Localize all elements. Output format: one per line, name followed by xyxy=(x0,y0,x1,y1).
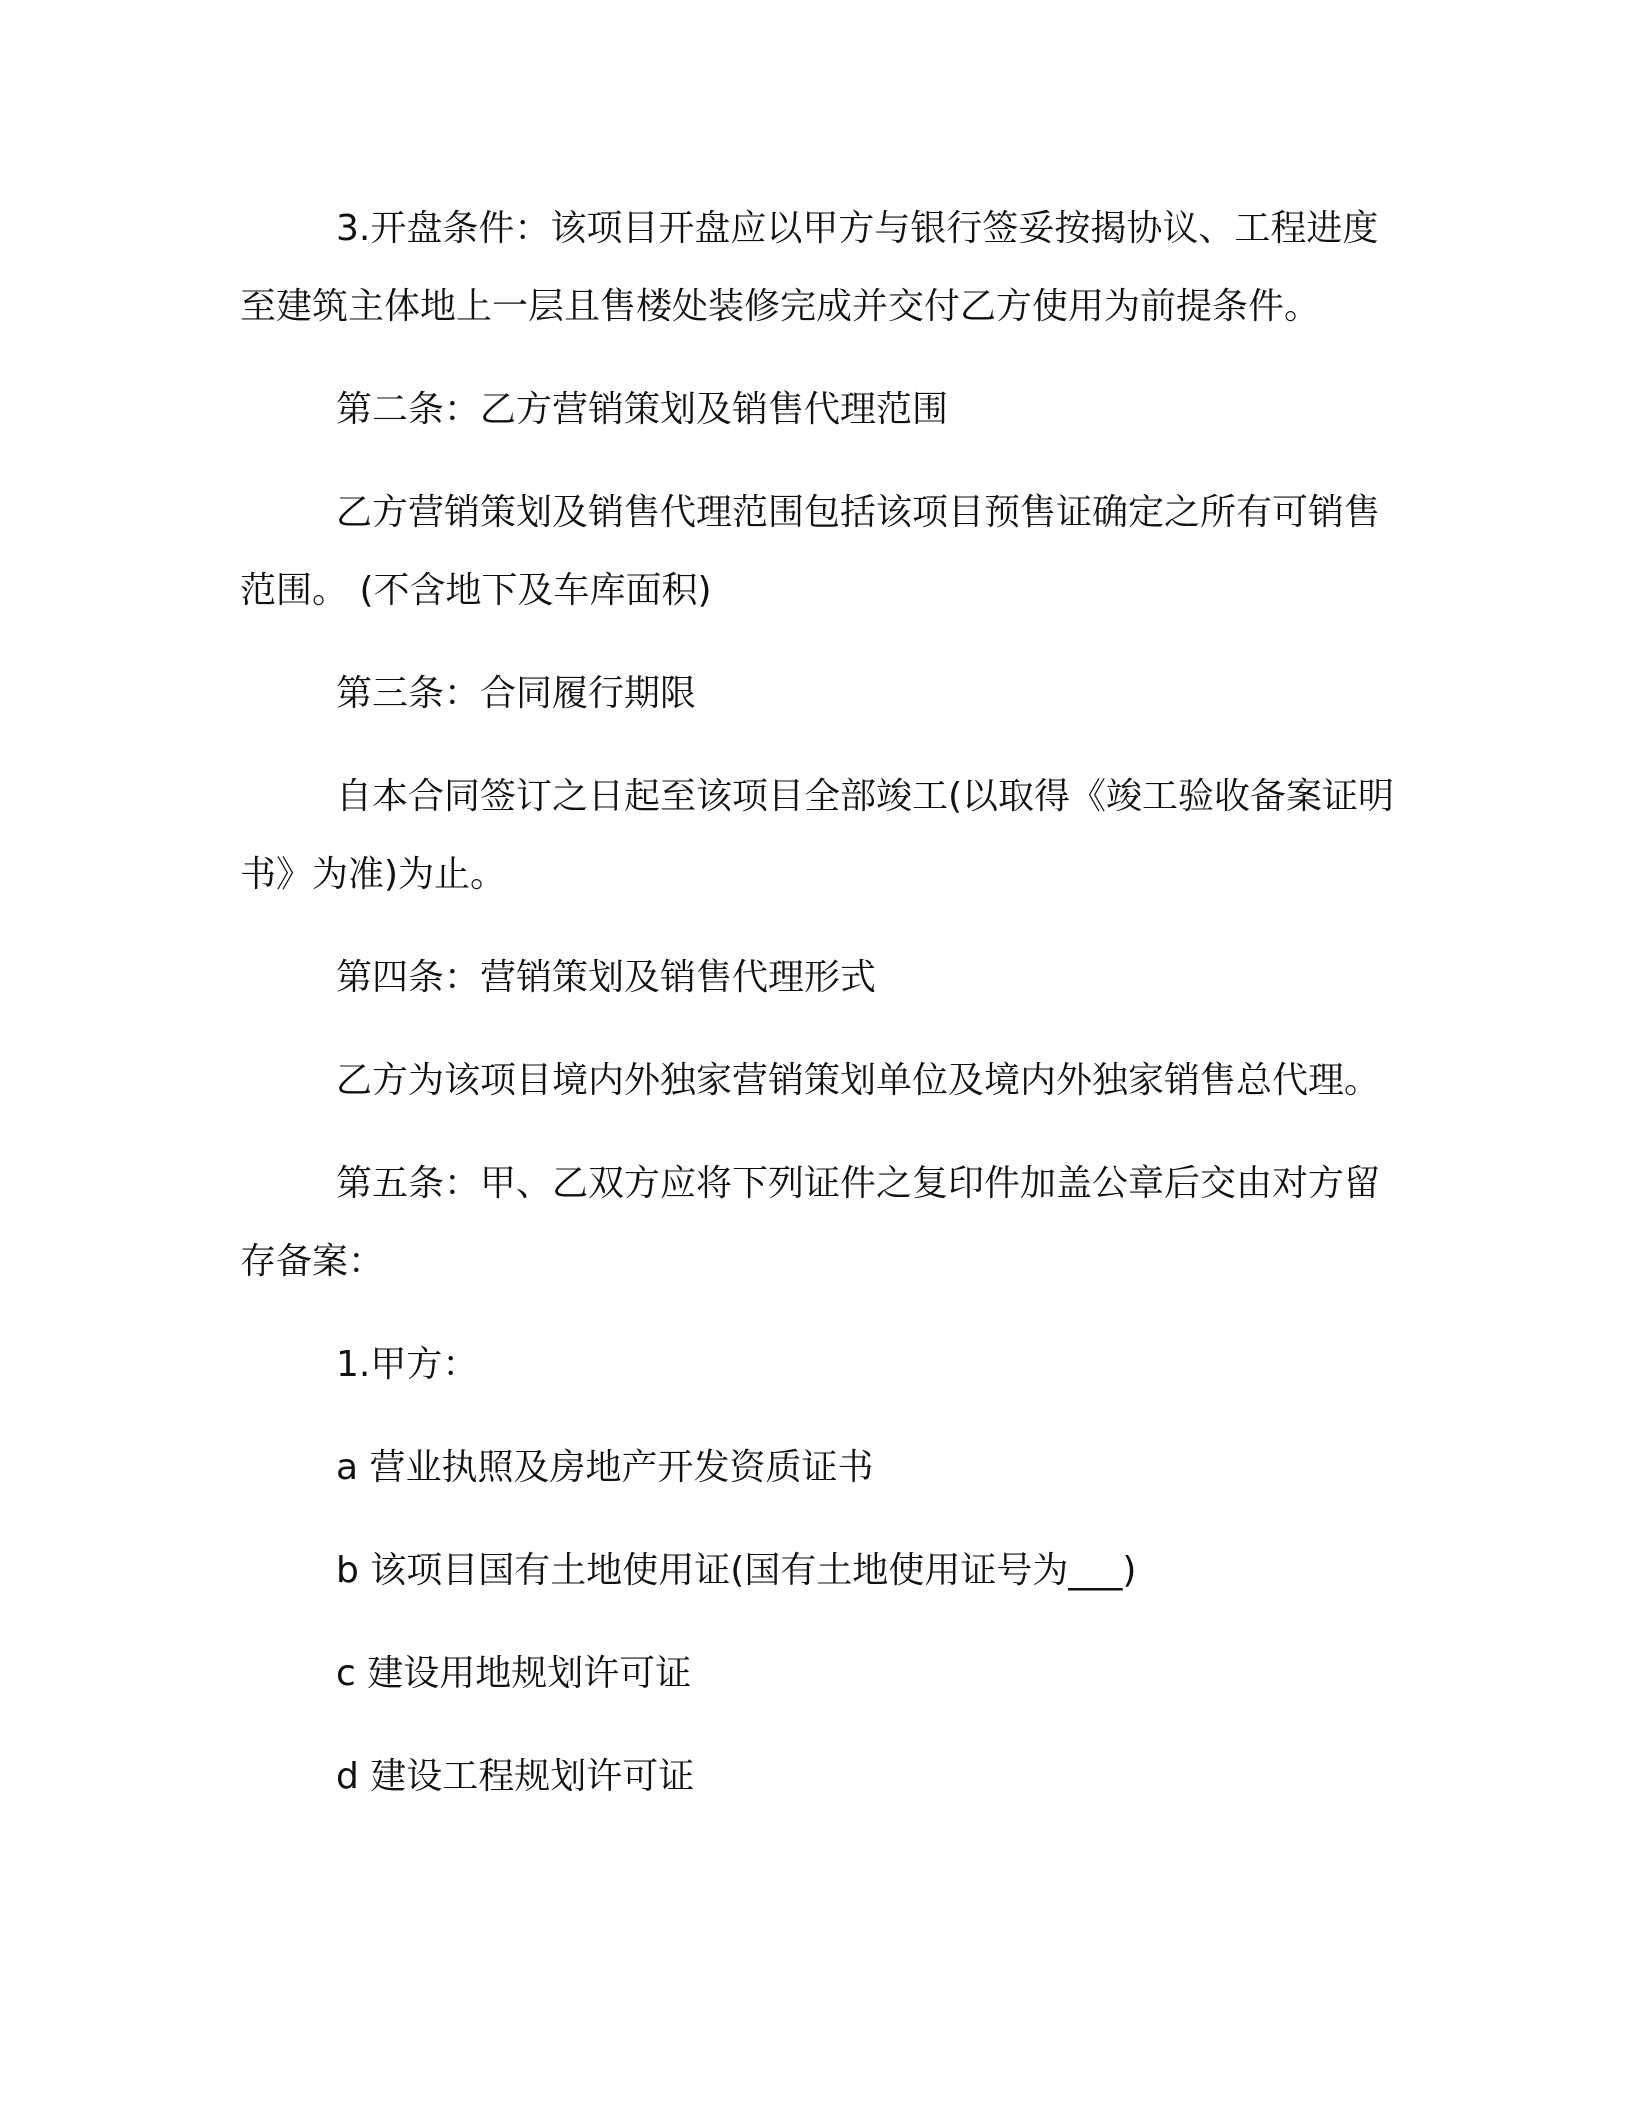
clause-opening-conditions: 3.开盘条件：该项目开盘应以甲方与银行签妥按揭协议、工程进度至建筑主体地上一层且售楼处装修完成并交付乙方使用为前提条件。 xyxy=(240,208,1379,327)
doc-item-b: b 该项目国有土地使用证(国有土地使用证号为___) xyxy=(336,1550,1137,1591)
document-body xyxy=(240,190,1412,1841)
doc-item-d: d 建设工程规划许可证 xyxy=(336,1756,695,1797)
article-4-text: 乙方为该项目境内外独家营销策划单位及境内外独家销售总代理。 xyxy=(336,1060,1381,1101)
party-a-label: 1.甲方： xyxy=(336,1344,479,1385)
article-3-text: 自本合同签订之日起至该项目全部竣工(以取得《竣工验收备案证明书》为准)为止。 xyxy=(240,776,1395,895)
doc-item-c: c 建设用地规划许可证 xyxy=(336,1653,692,1694)
article-5-heading: 第五条：甲、乙双方应将下列证件之复印件加盖公章后交由对方留存备案： xyxy=(240,1163,1381,1282)
article-4-heading: 第四条：营销策划及销售代理形式 xyxy=(336,957,877,998)
doc-item-a: a 营业执照及房地产开发资质证书 xyxy=(336,1447,874,1488)
article-2-text: 乙方营销策划及销售代理范围包括该项目预售证确定之所有可销售范围。 (不含地下及车库面积) xyxy=(240,492,1381,611)
article-2-heading: 第二条：乙方营销策划及销售代理范围 xyxy=(336,389,949,430)
article-3-heading: 第三条：合同履行期限 xyxy=(336,673,697,714)
